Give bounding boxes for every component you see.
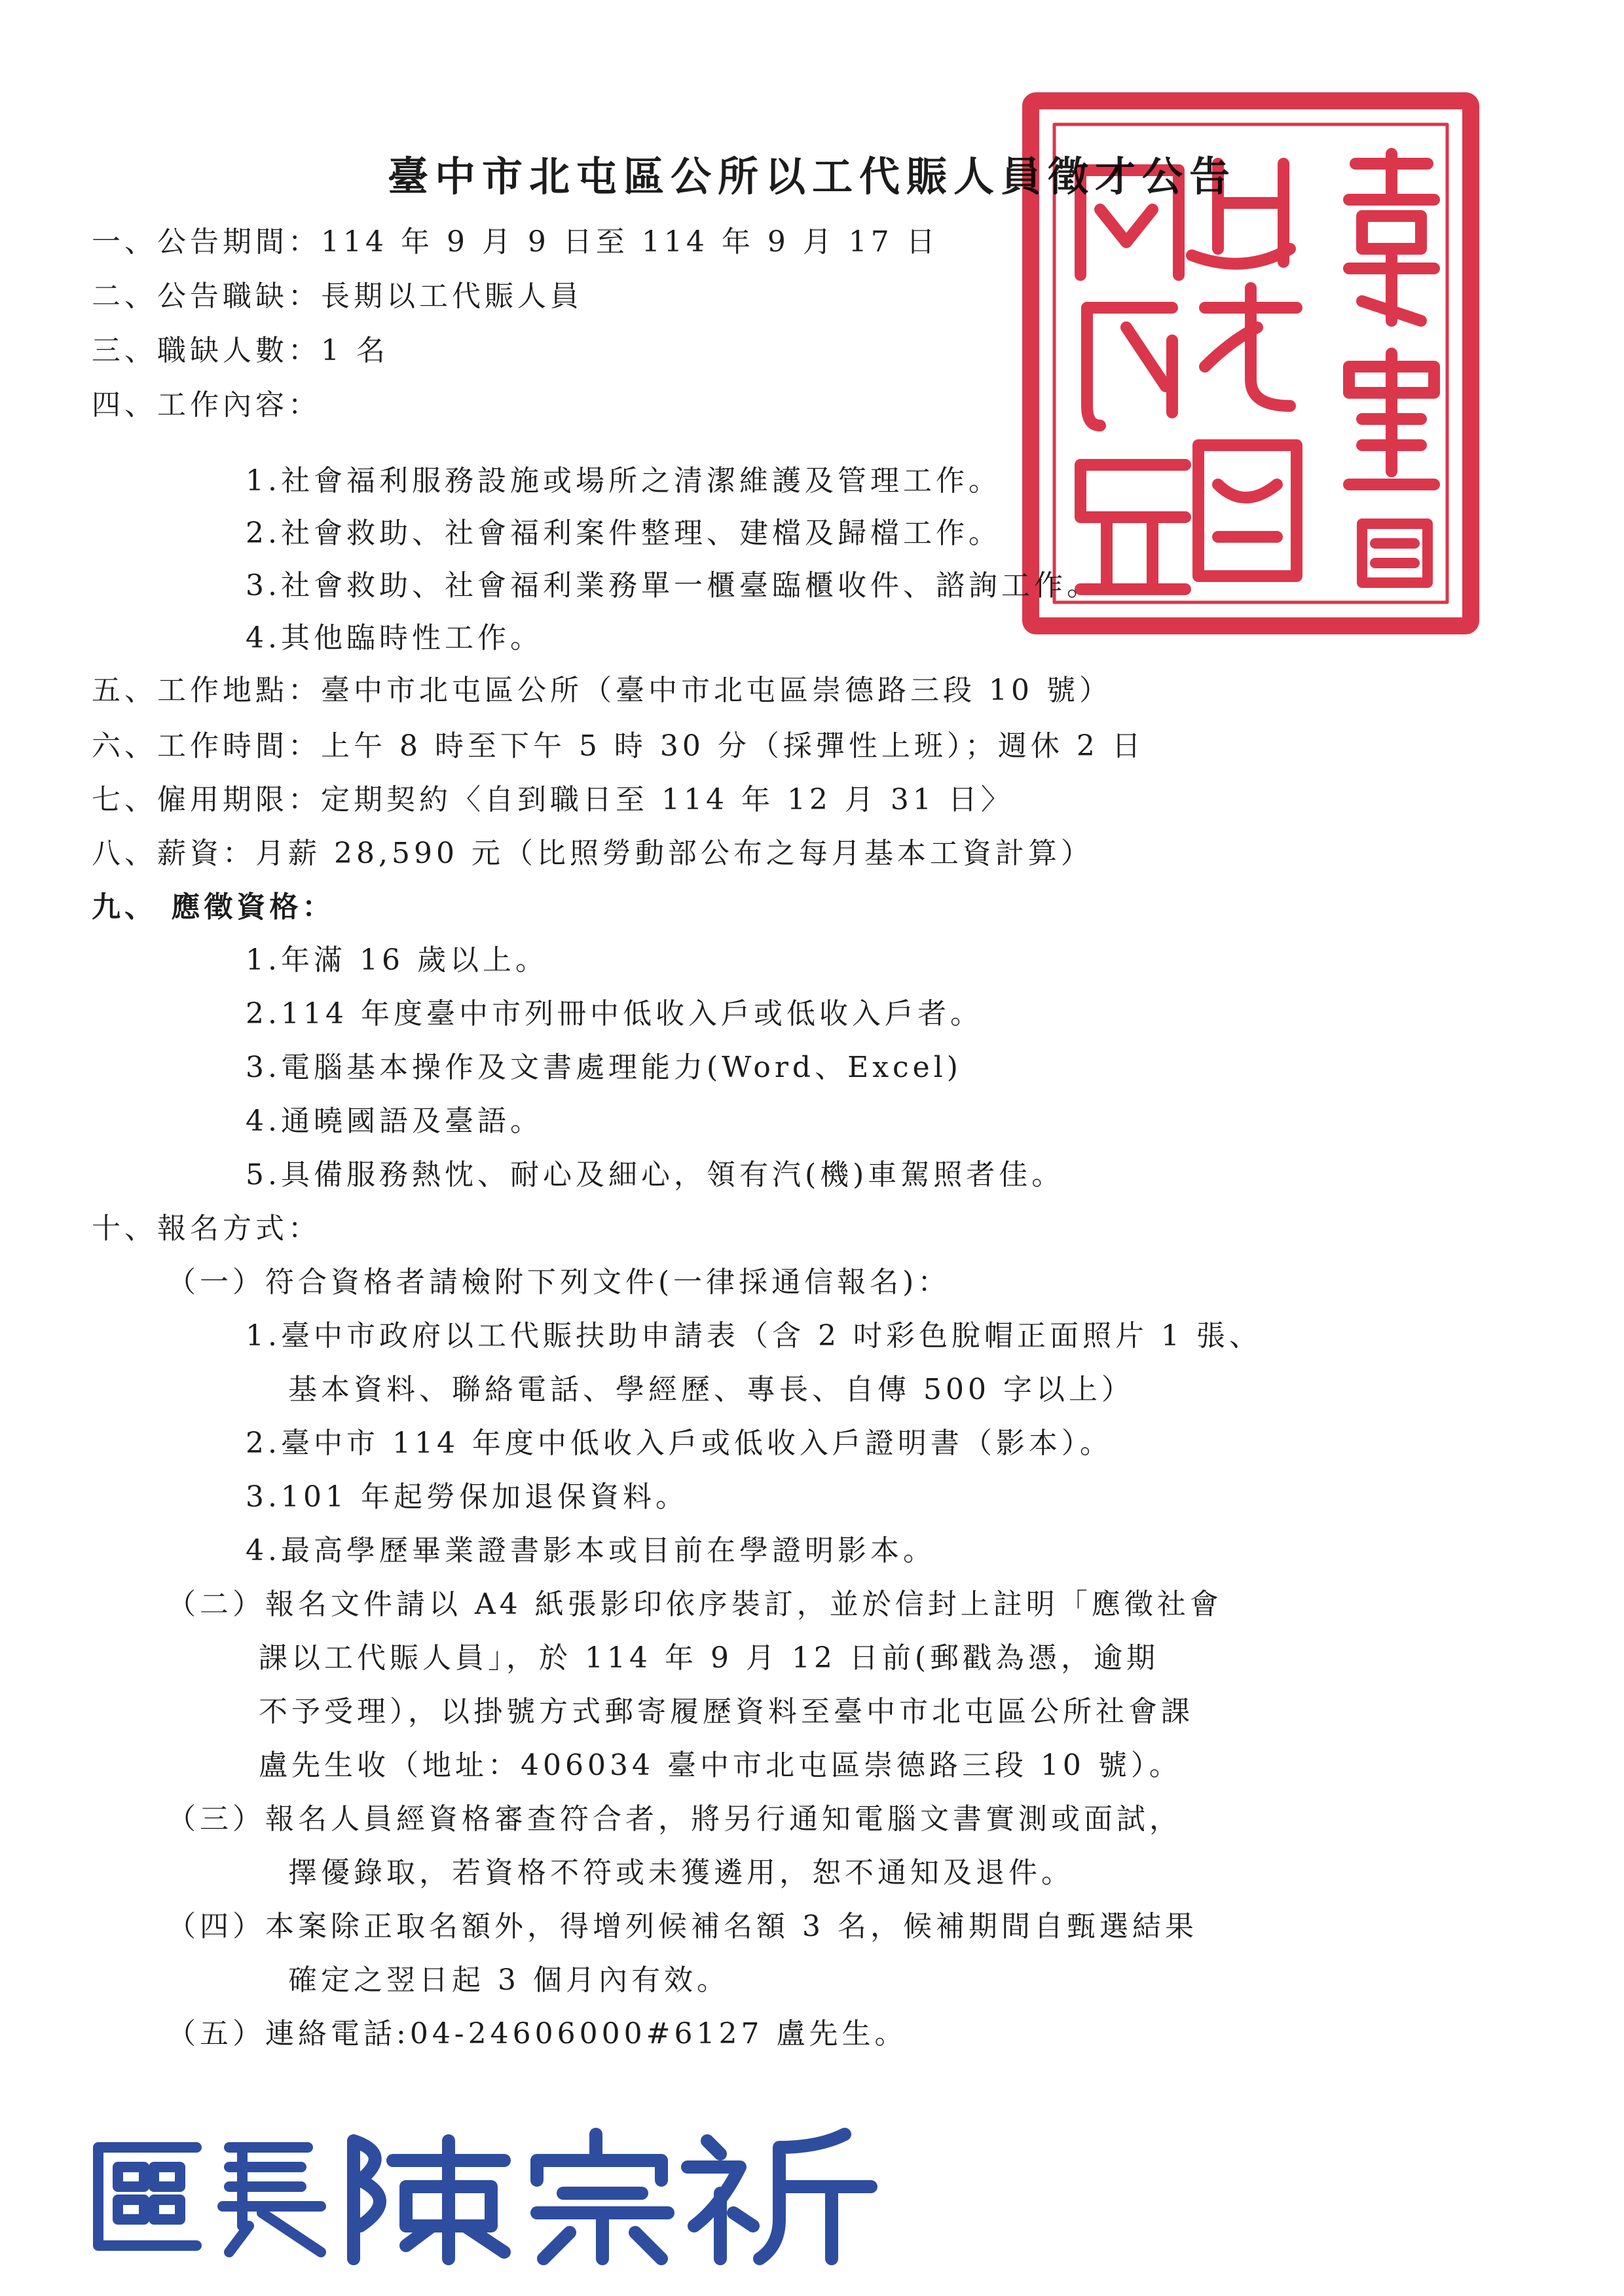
section-1-posting-period: 一、公告期間：114 年 9 月 9 日至 114 年 9 月 17 日 <box>92 225 939 259</box>
document-item: 1.臺中市政府以工代賑扶助申請表（含 2 吋彩色脫帽正面照片 1 張、 <box>246 1319 1262 1353</box>
document-item: 2.臺中市 114 年度中低收入戶或低收入戶證明書（影本）。 <box>246 1427 1113 1460</box>
document-item: 4.最高學歷畢業證書影本或目前在學證明影本。 <box>246 1534 936 1567</box>
application-subsection-2-continued: 不予受理），以掛號方式郵寄履歷資料至臺中市北屯區公所社會課 <box>259 1695 1194 1728</box>
section-7-term: 七、僱用期限：定期契約〈自到職日至 114 年 12 月 31 日〉 <box>92 783 1014 816</box>
application-subsection-4: （四）本案除正取名額外，得增列候補名額 3 名，候補期間自甄選結果 <box>167 1910 1198 1943</box>
section-3-headcount: 三、職缺人數：1 名 <box>92 334 389 367</box>
qualification-item: 3.電腦基本操作及文書處理能力(Word、Excel) <box>246 1051 962 1084</box>
section-5-location: 五、工作地點：臺中市北屯區公所（臺中市北屯區崇德路三段 10 號） <box>92 674 1112 707</box>
document-item: 3.101 年起勞保加退保資料。 <box>246 1480 688 1514</box>
duty-item: 2.社會救助、社會福利案件整理、建檔及歸檔工作。 <box>246 517 1001 550</box>
section-6-hours: 六、工作時間：上午 8 時至下午 5 時 30 分（採彈性上班）；週休 2 日 <box>92 729 1145 763</box>
district-chief-signature <box>79 2121 897 2265</box>
section-2-position: 二、公告職缺：長期以工代賑人員 <box>92 280 583 313</box>
document-item-continued: 基本資料、聯絡電話、學經歷、專長、自傳 500 字以上） <box>288 1373 1134 1406</box>
application-subsection-4-continued: 確定之翌日起 3 個月內有效。 <box>288 1963 729 1997</box>
application-subsection-3-continued: 擇優錄取，若資格不符或未獲遴用，恕不通知及退件。 <box>288 1856 1074 1889</box>
application-subsection-5-contact: （五）連絡電話:04-24606000#6127 盧先生。 <box>167 2017 908 2050</box>
section-10-application-heading: 十、報名方式： <box>92 1212 321 1245</box>
application-subsection-2-continued: 盧先生收（地址：406034 臺中市北屯區崇德路三段 10 號）。 <box>259 1749 1182 1782</box>
application-subsection-2-continued: 課以工代賑人員」，於 114 年 9 月 12 日前(郵戳為憑，逾期 <box>259 1641 1160 1675</box>
duty-item: 4.其他臨時性工作。 <box>246 621 543 655</box>
announcement-title: 臺中市北屯區公所以工代賑人員徵才公告 <box>387 153 1236 200</box>
official-seal-stamp <box>1022 92 1480 635</box>
section-4-duties-heading: 四、工作內容： <box>92 388 321 422</box>
section-8-salary: 八、薪資：月薪 28,590 元（比照勞動部公布之每月基本工資計算） <box>92 837 1094 870</box>
application-subsection-3: （三）報名人員經資格審查符合者，將另行通知電腦文書實測或面試， <box>167 1802 1182 1836</box>
qualification-item: 1.年滿 16 歲以上。 <box>246 943 548 977</box>
qualification-item: 5.具備服務熱忱、耐心及細心，領有汽(機)車駕照者佳。 <box>246 1158 1065 1192</box>
duty-item: 3.社會救助、社會福利業務單一櫃臺臨櫃收件、諮詢工作。 <box>246 569 1099 602</box>
section-9-qualifications-heading: 九、 應徵資格： <box>92 890 335 924</box>
qualification-item: 2.114 年度臺中市列冊中低收入戶或低收入戶者。 <box>246 997 983 1030</box>
duty-item: 1.社會福利服務設施或場所之清潔維護及管理工作。 <box>246 464 1001 498</box>
application-subsection-2: （二）報名文件請以 A4 紙張影印依序裝訂，並於信封上註明「應徵社會 <box>167 1588 1223 1621</box>
qualification-item: 4.通曉國語及臺語。 <box>246 1104 543 1138</box>
application-subsection-1: （一）符合資格者請檢附下列文件(一律採通信報名)： <box>167 1266 951 1299</box>
